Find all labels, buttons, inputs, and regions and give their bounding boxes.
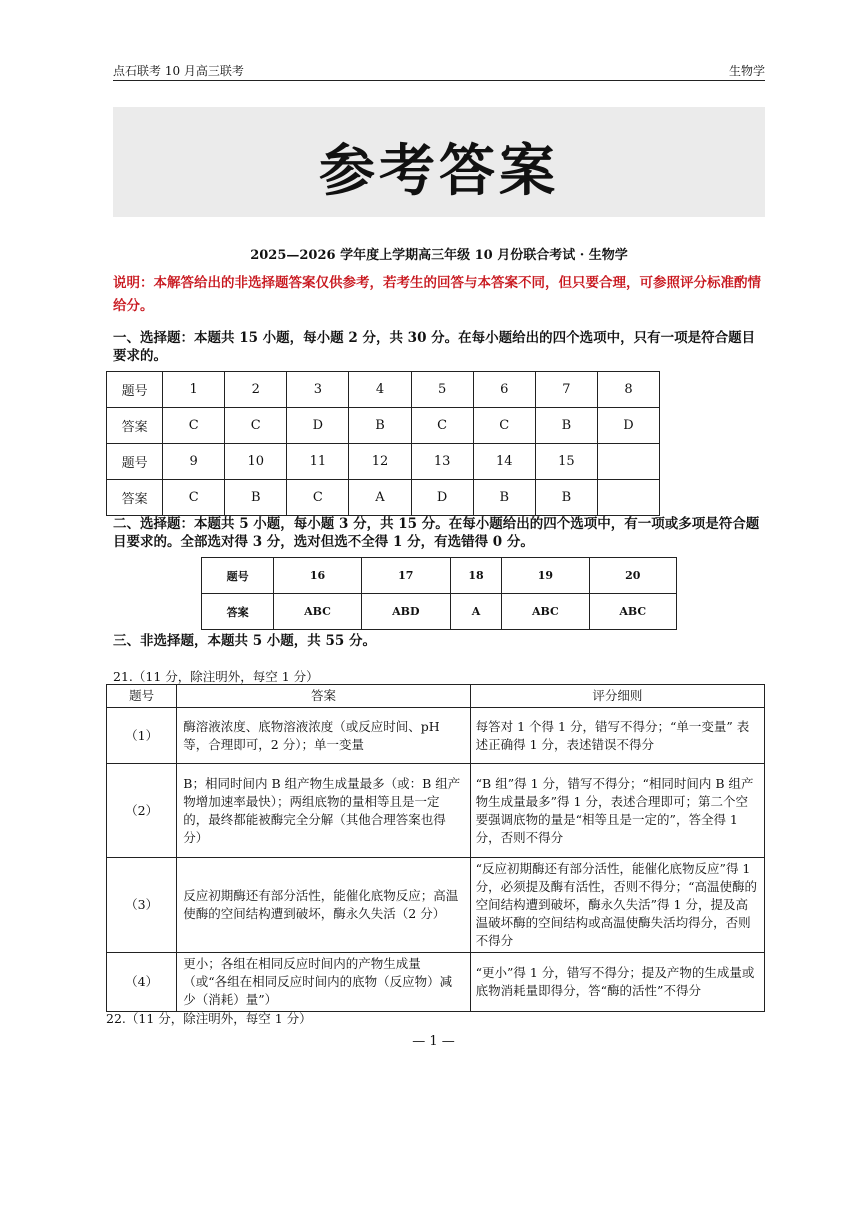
answer-cell: B [473,480,535,516]
table-row [107,953,765,1012]
answer-cell: C [411,408,473,444]
answer-text: 反应初期酶还有部分活性，能催化底物反应；高温使酶的空间结构遭到破坏，酶永久失活（2 分） [177,858,470,953]
question-number: 13 [411,444,473,480]
question-number: 20 [589,558,676,594]
answer-cell: A [450,594,501,630]
table-row [107,764,765,858]
answer-cell: B [535,408,597,444]
section2-answer-table [201,557,677,630]
q21-scoring-table [106,684,765,1012]
table-row [107,480,660,516]
column-header: 答案 [177,685,470,708]
row-label: 题号 [202,558,274,594]
table-row [202,558,677,594]
question-number: 9 [163,444,225,480]
exam-title: 2025—2026 学年度上学期高三年级 10 月份联合考试 · 生物学 [250,248,628,263]
question-number: 14 [473,444,535,480]
scoring-rule: 每答对 1 个得 1 分，错写不得分；“单一变量” 表述正确得 1 分，表述错误不得分 [470,708,764,764]
answer-cell: B [535,480,597,516]
page-number: — 1 — [412,1034,455,1049]
table-row [107,858,765,953]
question-number: 5 [411,372,473,408]
answer-cell: A [349,480,411,516]
answer-cell: ABD [361,594,450,630]
section3-heading: 三、非选择题，本题共 5 小题，共 55 分。 [113,633,376,649]
section2-heading: 二、选择题：本题共 5 小题，每小题 3 分，共 15 分。在每小题给出的四个选项中，有一项或多项是符合题目要求的。全部选对得 3 分，选对但选不全得 1 分，有选错得 0 分。 [113,516,760,550]
section1-heading: 一、选择题：本题共 15 小题，每小题 2 分，共 30 分。在每小题给出的四个选项中，只有一项是符合题目要求的。 [113,330,756,364]
answer-cell: D [411,480,473,516]
item-number: （3） [107,858,177,953]
question-number: 8 [597,372,659,408]
grading-note: 说明：本解答给出的非选择题答案仅供参考，若考生的回答与本答案不同，但只要合理，可参照评分标准酌情给分。 [113,275,761,314]
question-number: 3 [287,372,349,408]
table-row [107,444,660,480]
banner-title: 参考答案 [319,138,559,204]
scoring-rule: “反应初期酶还有部分活性，能催化底物反应”得 1 分，必须提及酶有活性，否则不得分；“高温使酶的空间结构遭到破坏，酶永久失活”得 1 分，提及高温破坏酶的空间结构或高温使酶失活均得分，否则不得分 [470,858,764,953]
table-header-row [107,685,765,708]
row-label: 答案 [107,408,163,444]
row-label: 题号 [107,444,163,480]
answer-cell: C [163,408,225,444]
answer-cell: D [287,408,349,444]
answer-cell [597,480,659,516]
item-number: （2） [107,764,177,858]
item-number: （4） [107,953,177,1012]
answer-text: 酶溶液浓度、底物溶液浓度（或反应时间、pH 等，合理即可，2 分）；单一变量 [177,708,470,764]
question-number: 15 [535,444,597,480]
question-number: 7 [535,372,597,408]
column-header: 题号 [107,685,177,708]
question-number: 11 [287,444,349,480]
answer-banner [113,107,765,217]
question-number: 1 [163,372,225,408]
q22-title: 22.（11 分，除注明外，每空 1 分） [106,1011,312,1026]
answer-text: 更小；各组在相同反应时间内的产物生成量（或“各组在相同反应时间内的底物（反应物）减少（消耗）量”） [177,953,470,1012]
question-number: 10 [225,444,287,480]
answer-cell: ABC [274,594,361,630]
answer-cell: ABC [589,594,676,630]
answer-cell: C [163,480,225,516]
table-row [107,372,660,408]
table-row [107,408,660,444]
question-number: 16 [274,558,361,594]
question-number: 4 [349,372,411,408]
answer-cell: C [473,408,535,444]
scoring-rule: “更小”得 1 分，错写不得分；提及产物的生成量或底物消耗量即得分，答“酶的活性”不得分 [470,953,764,1012]
answer-cell: D [597,408,659,444]
question-number: 18 [450,558,501,594]
answer-cell: C [287,480,349,516]
answer-cell: ABC [502,594,589,630]
question-number: 6 [473,372,535,408]
table-row [107,708,765,764]
scoring-rule: “B 组”得 1 分，错写不得分；“相同时间内 B 组产物生成量最多”得 1 分，表述合理即可；第二个空要强调底物的量是“相等且是一定的”，答全得 1 分，否则不得分 [470,764,764,858]
section1-answer-table [106,371,660,516]
answer-text: B；相同时间内 B 组产物生成量最多（或：B 组产物增加速率最快）；两组底物的量相等且是一定的，最终都能被酶完全分解（其他合理答案也得分） [177,764,470,858]
header-subject: 生物学 [728,64,765,78]
question-number: 17 [361,558,450,594]
answer-cell: C [225,408,287,444]
answer-cell: B [225,480,287,516]
question-number: 19 [502,558,589,594]
item-number: （1） [107,708,177,764]
page-header [113,60,765,81]
question-number: 2 [225,372,287,408]
row-label: 题号 [107,372,163,408]
column-header: 评分细则 [470,685,764,708]
table-row [202,594,677,630]
answer-cell: B [349,408,411,444]
question-number [597,444,659,480]
question-number: 12 [349,444,411,480]
row-label: 答案 [202,594,274,630]
row-label: 答案 [107,480,163,516]
header-left: 点石联考 10 月高三联考 [113,64,244,78]
q21-title: 21.（11 分，除注明外，每空 1 分） [113,669,319,684]
